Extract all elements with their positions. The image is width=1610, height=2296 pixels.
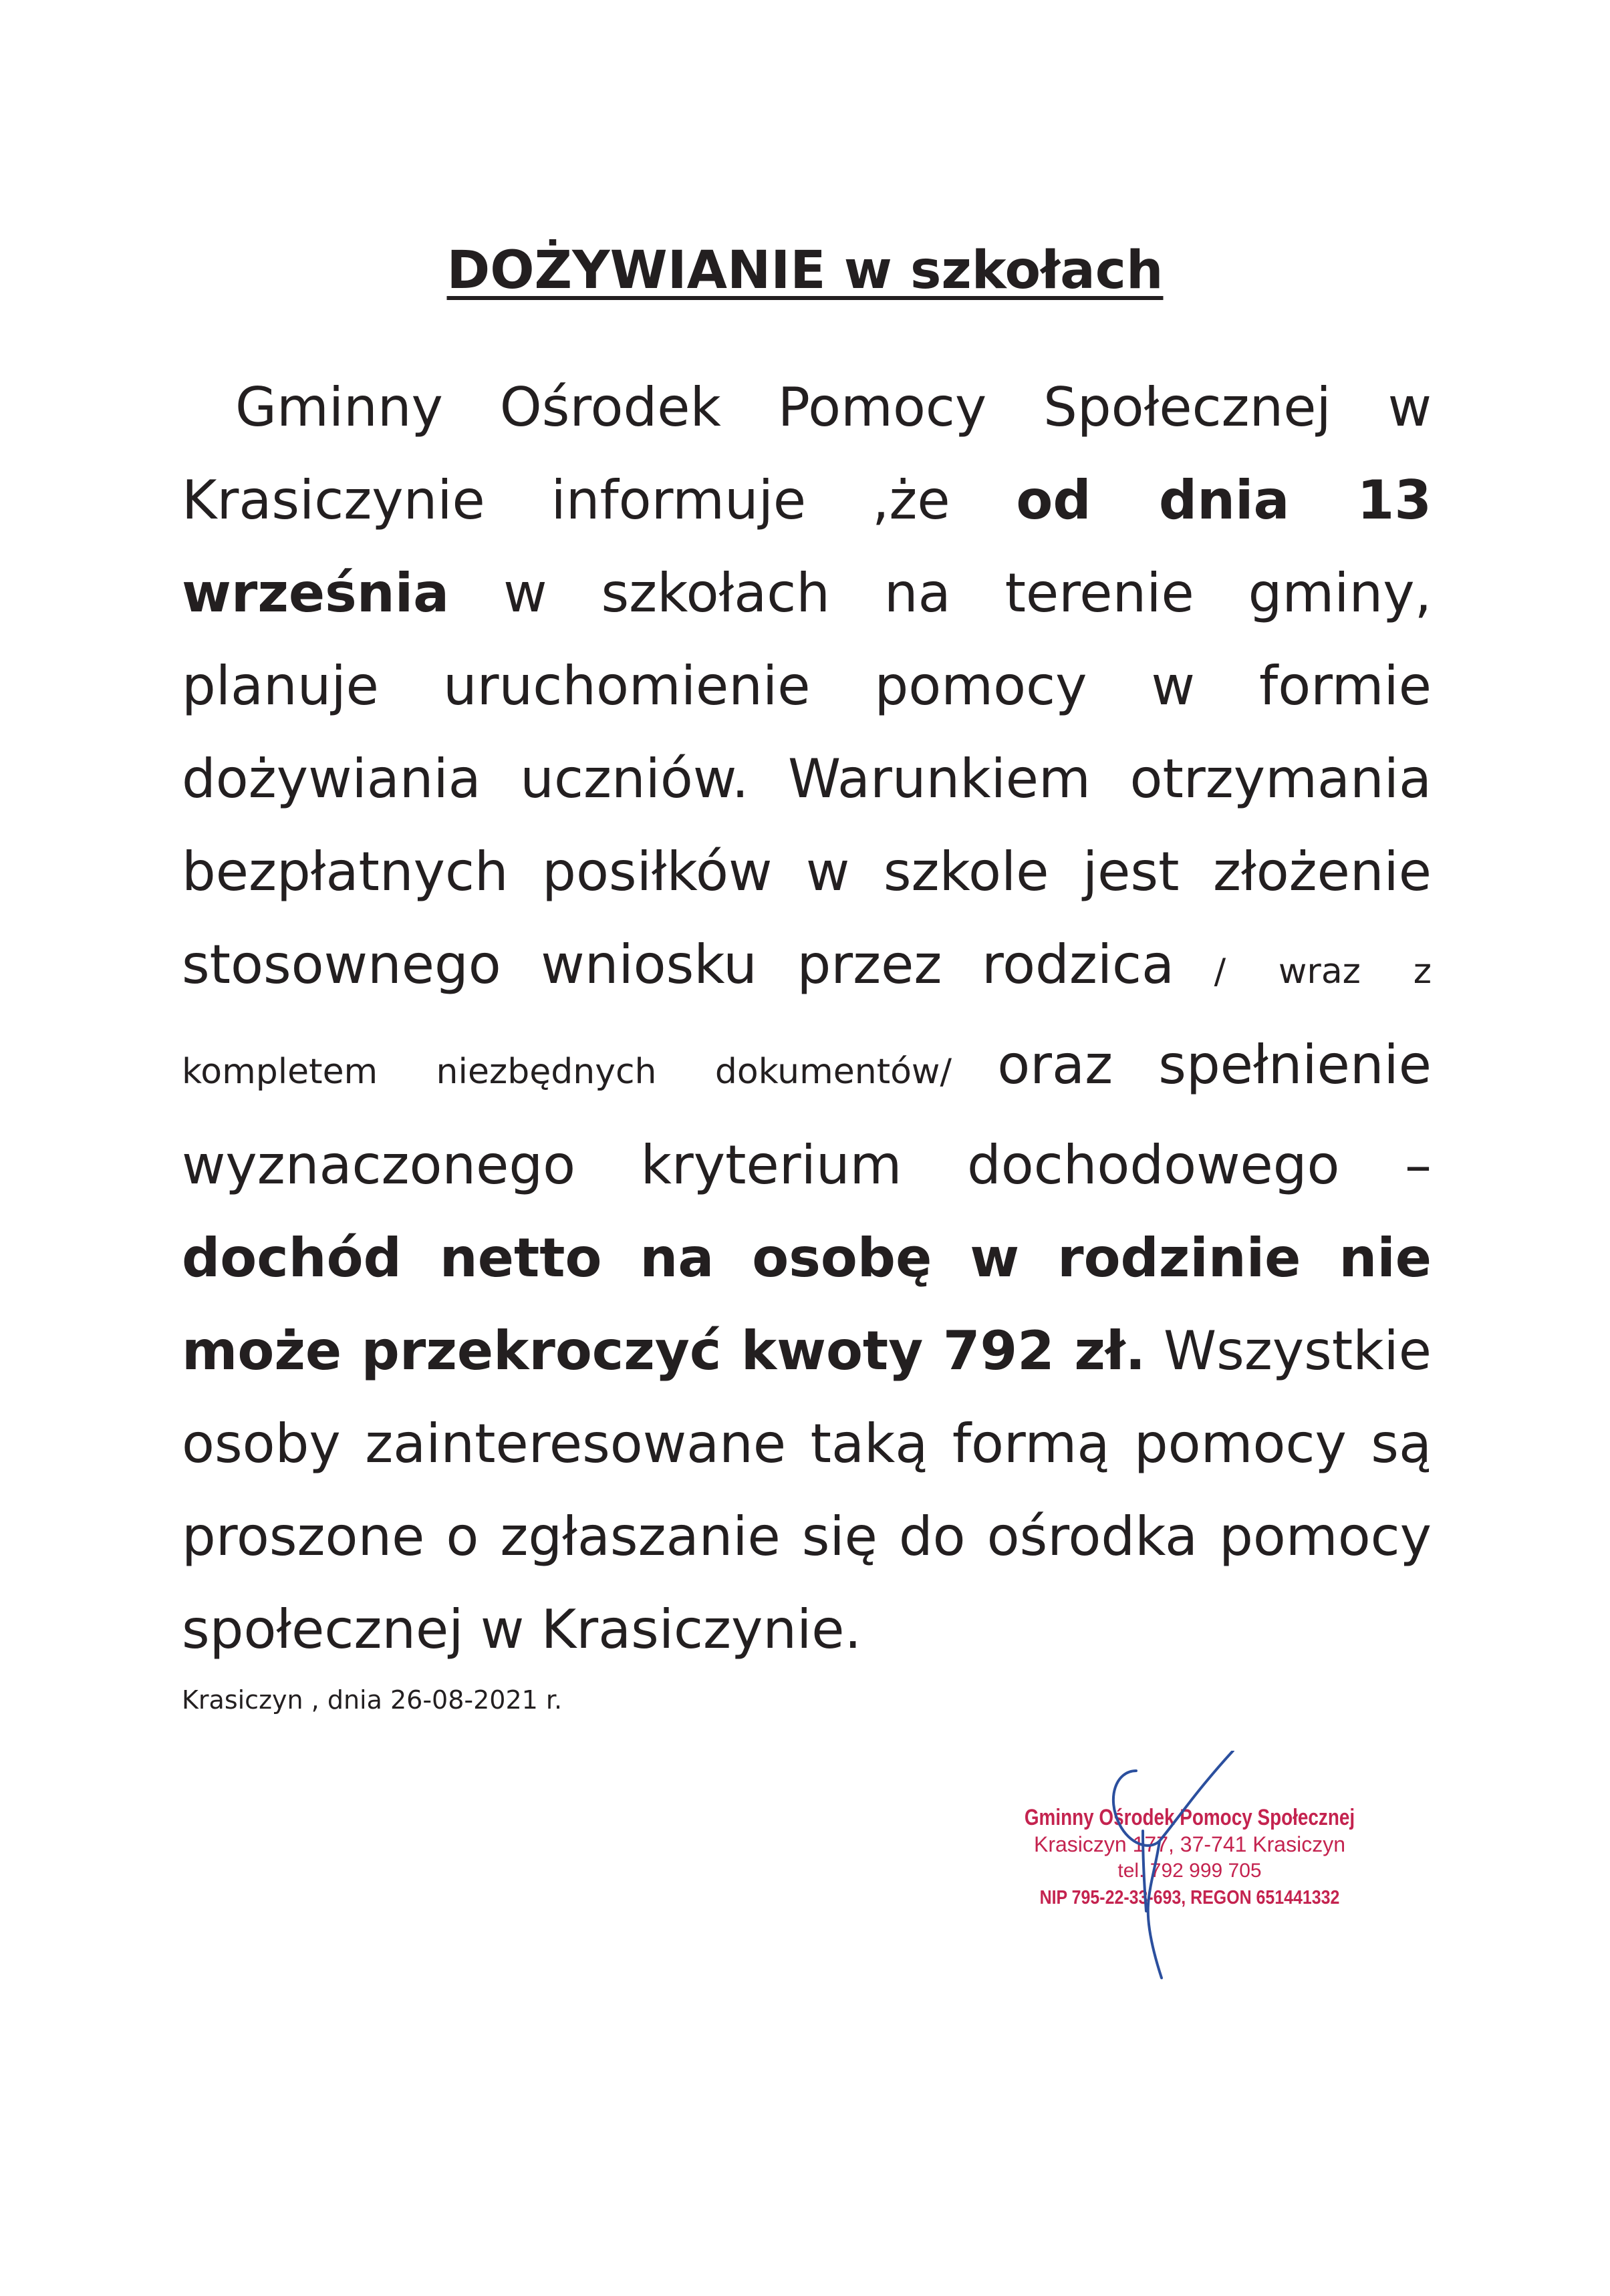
stamp-line-address: Krasiczyn 177, 37-741 Krasiczyn xyxy=(1034,1832,1345,1856)
body-text-part-1: Gminny Ośrodek Pomocy Społecznej w Krasiczynie informuje ,że xyxy=(182,376,1432,531)
stamp-line-phone: tel. 792 999 705 xyxy=(1117,1860,1262,1882)
stamp-line-ids: NIP 795-22-33-693, REGON 651441332 xyxy=(1039,1887,1340,1908)
documents-note: / wraz z kompletem niezbędnych dokumentów/ xyxy=(182,952,1432,1092)
document-body xyxy=(182,361,1432,1676)
start-date-highlight: od dnia 13 września xyxy=(182,469,1432,624)
place-and-date: Krasiczyn , dnia 26-08-2021 r. xyxy=(182,1685,563,1715)
body-text-part-3: w szkołach na terenie gminy, planuje uruchomienie pomocy w formie dożywiania uczniów. Warunkiem otrzymania bezpłatnych posiłków w szkole jest złożenie stosownego wniosku przez rodzica xyxy=(182,562,1432,996)
stamp-line-name: Gminny Ośrodek Pomocy Społecznej xyxy=(1024,1805,1355,1830)
document-title: DOŻYWIANIE w szkołach xyxy=(446,241,1164,301)
income-criterion-highlight: dochód netto na osobę w rodzinie nie może przekroczyć kwoty 792 zł. xyxy=(182,1227,1432,1382)
office-stamp xyxy=(976,1804,1403,1945)
body-text-part-5: oraz spełnienie wyznaczonego kryterium dochodowego – xyxy=(182,1034,1432,1196)
body-text-part-7: Wszystkie osoby zainteresowane taką formą pomocy są proszone o zgłaszanie się do ośrodka pomocy społecznej w Krasiczynie. xyxy=(182,1320,1432,1661)
